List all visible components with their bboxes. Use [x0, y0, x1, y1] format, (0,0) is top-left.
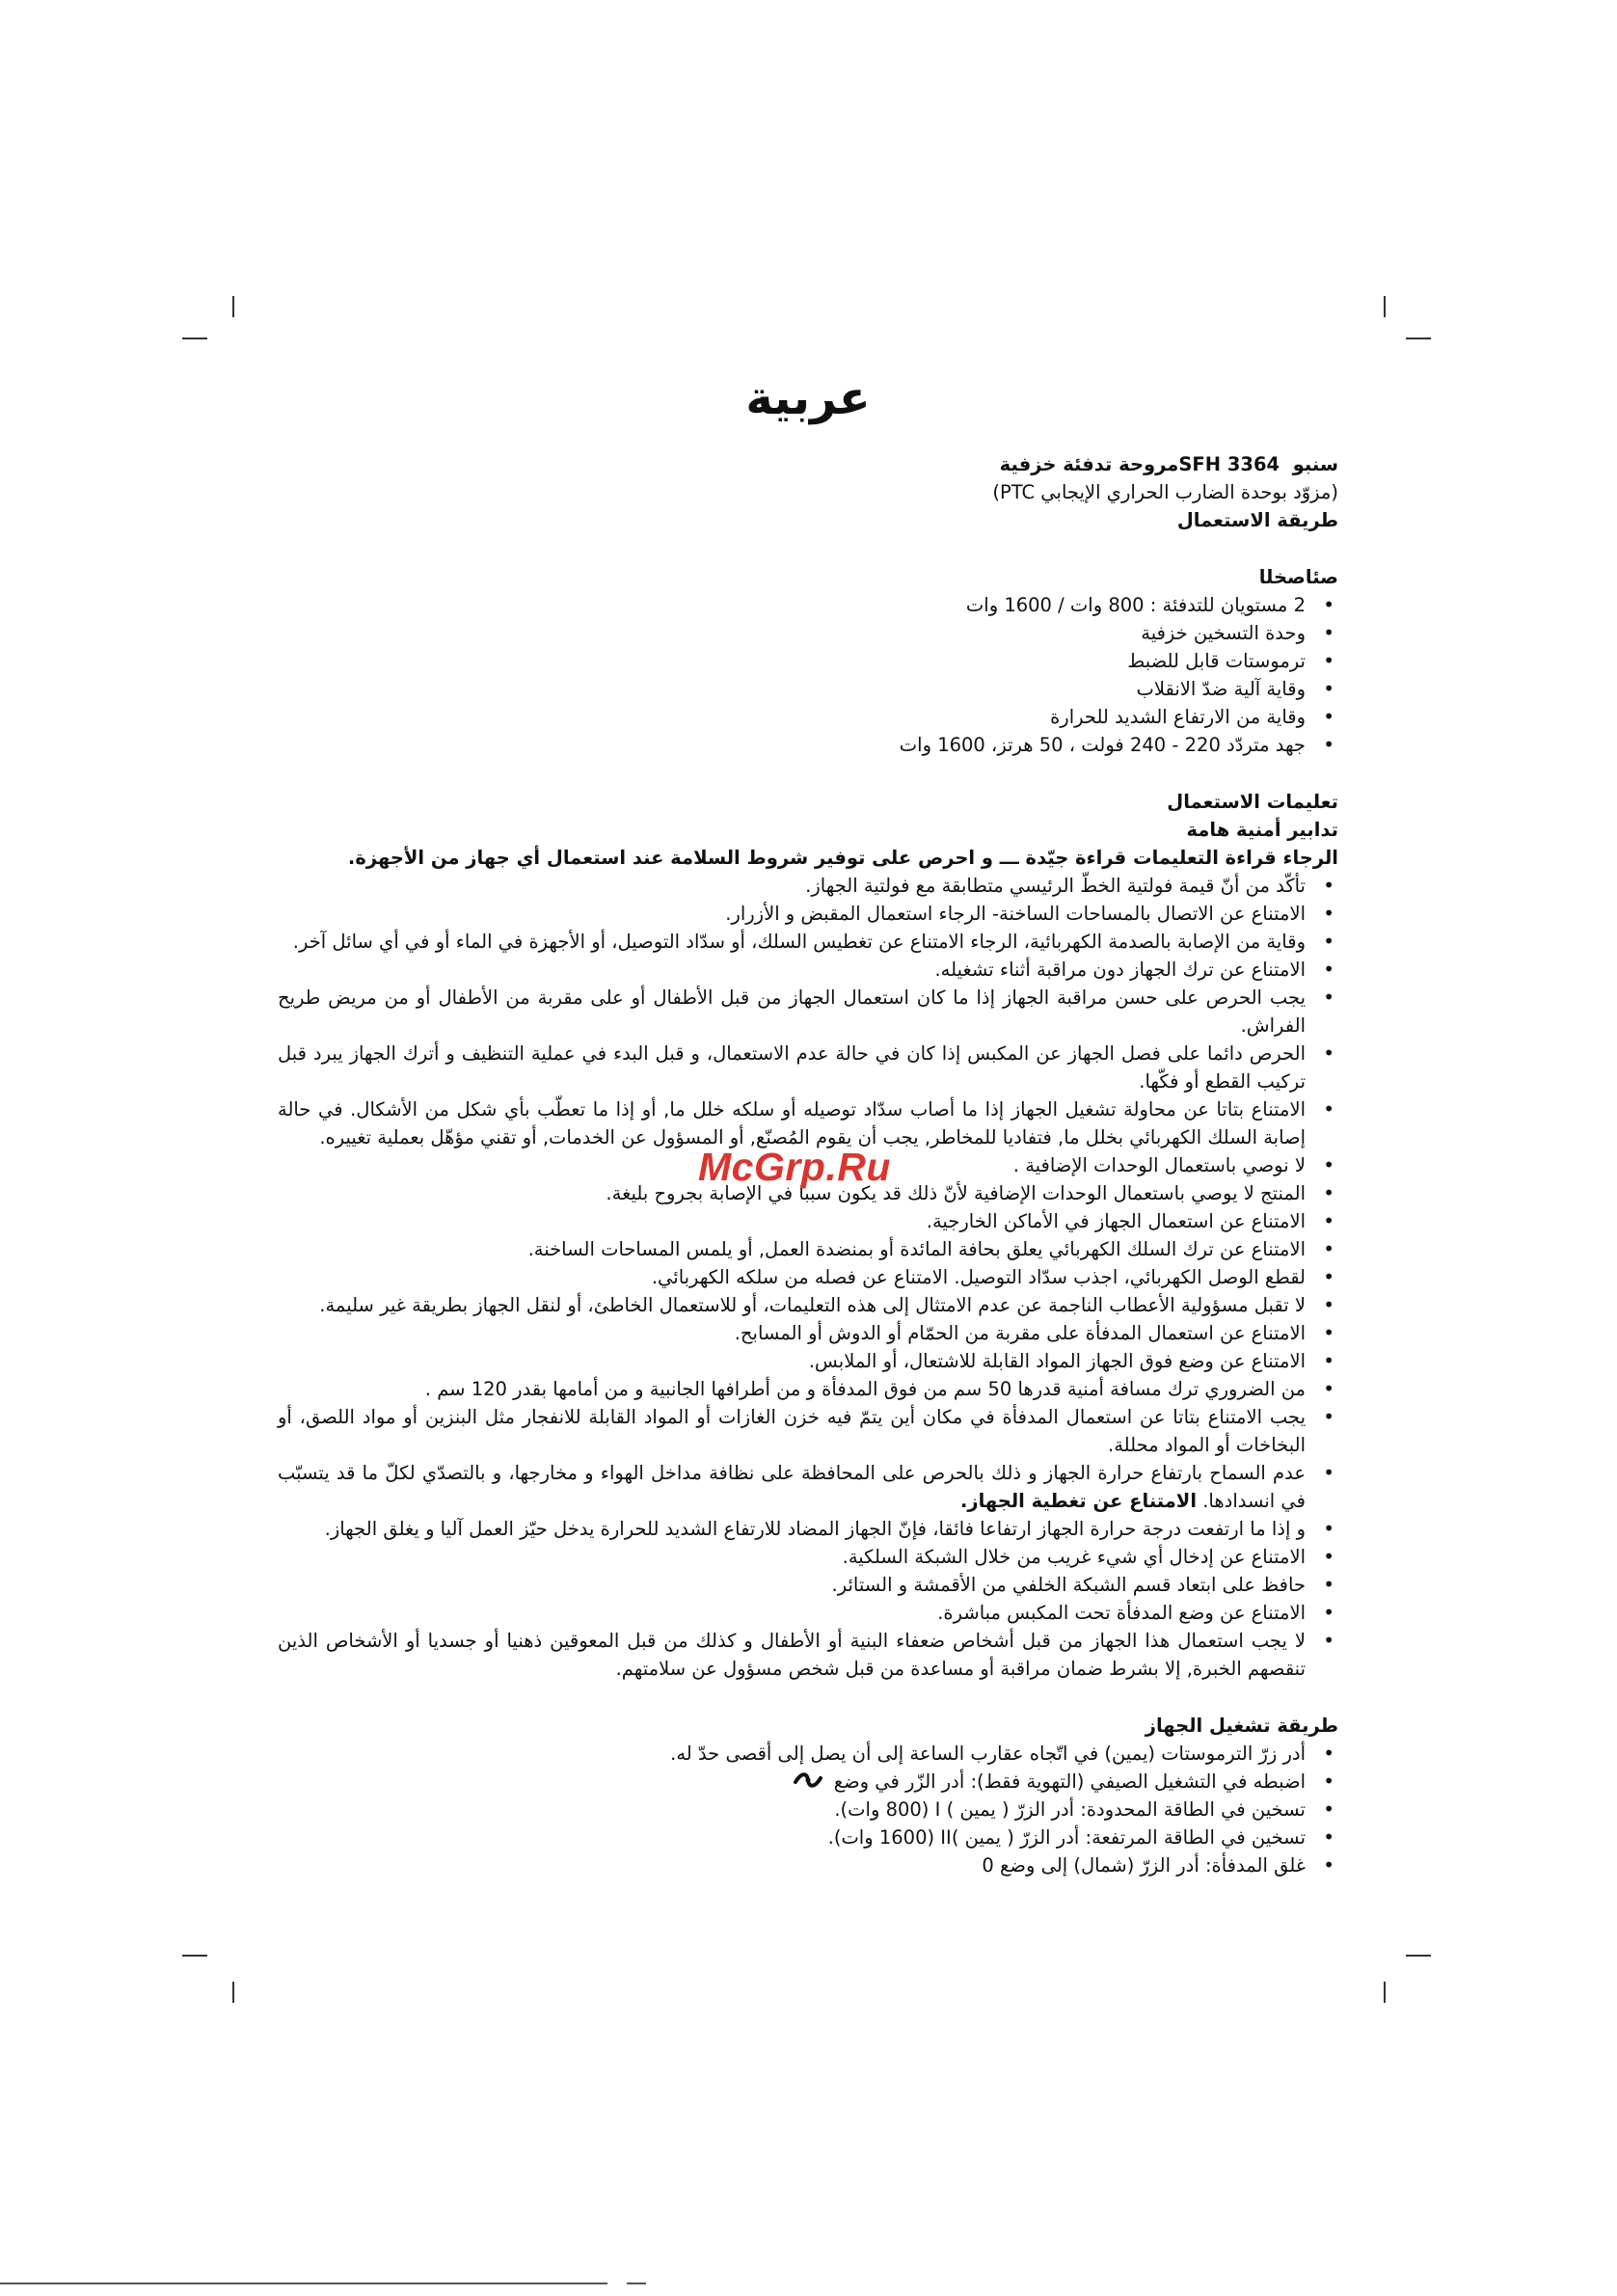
- list-item: • تسخين في الطاقة المحدودة: أدر الزرّ ( يمين ) I (800 وات).: [278, 1796, 1338, 1823]
- brand-name: سنبو: [1292, 453, 1338, 475]
- list-item: • يجب الامتناع بتاتا عن استعمال المدفأة في مكان أين يتمّ فيه خزن الغازات أو المواد القابلة للانفجار مثل البنزين أو مواد اللصق، أو البخاخات أو المواد محللة.: [278, 1403, 1338, 1459]
- safety-list: [278, 872, 1338, 1683]
- safety-heading: تدابير أمنية هامة: [1186, 819, 1338, 841]
- list-item: • لا يجب استعمال هذا الجهاز من قبل أشخاص ضعفاء البنية أو الأطفال و كذلك من قبل المعوقين ذهنيا أو جسديا أو الأشخاص الذين تنقصهم الخبرة, إلا بشرط ضمان مراقبة أو مساعدة من قبل شخص مسؤول عن سلامتهم.: [278, 1627, 1338, 1683]
- list-item: • 2 مستويان للتدفئة : 800 وات / 1600 وات: [278, 591, 1338, 619]
- crop-mark: [1384, 296, 1386, 317]
- crop-mark: [232, 1982, 234, 2003]
- safety-intro: الرجاء قراءة التعليمات قراءة جيّدة ـــ و احرص على توفير شروط السلامة عند استعمال أي جهاز من الأجهزة.: [347, 847, 1338, 869]
- list-item: • تأكّد من أنّ قيمة فولتية الخطّ الرئيسي متطابقة مع فولتية الجهاز.: [278, 872, 1338, 900]
- list-item: • وقاية من الإصابة بالصدمة الكهربائية، الرجاء الامتناع عن تغطيس السلك، أو سدّاد التوصيل، أو الأجهزة في الماء أو في أي سائل آخر.: [278, 928, 1338, 956]
- model-number: SFH 3364: [1178, 453, 1280, 475]
- features-list: [278, 591, 1338, 759]
- footer-divider: [627, 2282, 646, 2284]
- list-item: • يجب الحرص على حسن مراقبة الجهاز إذا ما كان استعمال الجهاز من قبل الأطفال أو على مقربة من الأطفال أو من مريض طريح الفراش.: [278, 984, 1338, 1040]
- list-item: • جهد متردّد 220 - 240 فولت ، 50 هرتز، 1600 وات: [278, 731, 1338, 759]
- list-item: • لقطع الوصل الكهربائي، اجذب سدّاد التوصيل. الامتناع عن فصله من سلكه الكهربائي.: [278, 1263, 1338, 1291]
- list-item: • الامتناع عن وضع المدفأة تحت المكبس مباشرة.: [278, 1599, 1338, 1627]
- list-item: • حافظ على ابتعاد قسم الشبكة الخلفي من الأقمشة و الستائر.: [278, 1571, 1338, 1599]
- list-item: • الامتناع عن استعمال الجهاز في الأماكن الخارجية.: [278, 1207, 1338, 1235]
- list-item: • الامتناع عن إدخال أي شيء غريب من خلال الشبكة السلكية.: [278, 1543, 1338, 1571]
- list-item-text: اضبطه في التشغيل الصيفي (التهوية فقط): أدر الزّر في وضع: [833, 1770, 1306, 1793]
- watermark: McGrp.Ru: [698, 1145, 891, 1189]
- list-item: • الامتناع بتاتا عن محاولة تشغيل الجهاز إذا ما أصاب سدّاد توصيله أو سلكه خلل ما, أو إذا ما تعطّب بأي شكل من الأشكال. في حالة إصابة السلك الكهربائي بخلل ما, فتفاديا للمخاطر, يجب أن يقوم المُصنّع, أو المسؤول عن الخدمات, أو تقني مؤهّل بعملية تغييره.: [278, 1095, 1338, 1151]
- list-item: • ترموستات قابل للضبط: [278, 647, 1338, 675]
- list-item: • وحدة التسخين خزفية: [278, 619, 1338, 647]
- instructions-heading: تعليمات الاستعمال: [1167, 791, 1338, 813]
- usage-heading: طريقة الاستعمال: [1176, 509, 1338, 531]
- list-item: • الامتناع عن استعمال المدفأة على مقربة من الحمّام أو الدوش أو المسابح.: [278, 1319, 1338, 1347]
- product-subtitle: (مزوّد بوحدة الضارب الحراري الإيجابي PTC): [992, 481, 1338, 503]
- list-item: [278, 1768, 1338, 1796]
- cover-warning: الامتناع عن تغطية الجهاز.: [959, 1490, 1198, 1512]
- list-item-text: عدم السماح بارتفاع حرارة الجهاز و ذلك بالحرص على المحافظة على نظافة مداخل الهواء و مخارجها، و بالتصدّي لكلّ ما قد يتسبّب في انسدادها.: [278, 1462, 1306, 1512]
- list-item: • أدر زرّ الترموستات (يمين) في اتّجاه عقارب الساعة إلى أن يصل إلى أقصى حدّ له.: [278, 1740, 1338, 1768]
- fan-symbol-icon: [792, 1769, 824, 1792]
- list-item: • لا نوصي باستعمال الوحدات الإضافية .: [278, 1151, 1338, 1179]
- crop-mark: [1406, 1955, 1431, 1957]
- list-item: • غلق المدفأة: أدر الزرّ (شمال) إلى وضع 0: [278, 1851, 1338, 1879]
- crop-mark: [182, 1955, 207, 1957]
- list-item: • و إذا ما ارتفعت درجة حرارة الجهاز ارتفاعا فائقا، فإنّ الجهاز المضاد للارتفاع الشديد للحرارة يدخل حيّز العمل آليا و يغلق الجهاز.: [278, 1515, 1338, 1543]
- list-item: • لا تقبل مسؤولية الأعطاب الناجمة عن عدم الامتثال إلى هذه التعليمات، أو للاستعمال الخاطئ، أو لنقل الجهاز بطريقة غير سليمة.: [278, 1291, 1338, 1319]
- crop-mark: [1406, 338, 1431, 339]
- list-item: • وقاية من الارتفاع الشديد للحرارة: [278, 703, 1338, 731]
- features-heading: ص‍ئاص‍خ‍ل‍ا: [1258, 566, 1338, 588]
- list-item: • من الضروري ترك مسافة أمنية قدرها 50 سم من فوق المدفأة و من أطرافها الجانبية و من أمامها بقدر 120 سم .: [278, 1375, 1338, 1403]
- product-line: [278, 450, 1338, 478]
- list-item: • وقاية آلية ضدّ الانقلاب: [278, 675, 1338, 703]
- list-item: [278, 1459, 1338, 1515]
- crop-mark: [182, 338, 207, 339]
- crop-mark: [232, 296, 234, 317]
- list-item: • تسخين في الطاقة المرتفعة: أدر الزرّ ( يمين )II (1600 وات).: [278, 1823, 1338, 1851]
- list-item: • الامتناع عن وضع فوق الجهاز المواد القابلة للاشتعال، أو الملابس.: [278, 1347, 1338, 1375]
- footer-divider: [0, 2282, 607, 2284]
- page-title: عربية: [745, 371, 871, 425]
- list-item: • الامتناع عن ترك السلك الكهربائي يعلق بحافة المائدة أو بمنضدة العمل, أو يلمس المساحات الساخنة.: [278, 1235, 1338, 1263]
- product-name: مروحة تدفئة خزفية: [999, 453, 1179, 475]
- list-item: • الامتناع عن ترك الجهاز دون مراقبة أثناء تشغيله.: [278, 956, 1338, 984]
- list-item: • الحرص دائما على فصل الجهاز عن المكبس إذا كان في حالة عدم الاستعمال، و قبل البدء في عملية التنظيف و أترك الجهاز يبرد قبل تركيب القطع أو فكّها.: [278, 1040, 1338, 1095]
- operation-list: [278, 1740, 1338, 1879]
- operation-heading: طريقة تشغيل الجهاز: [1145, 1715, 1338, 1737]
- list-item: • الامتناع عن الاتصال بالمساحات الساخنة- الرجاء استعمال المقبض و الأزرار.: [278, 900, 1338, 928]
- list-item: • المنتج لا يوصي باستعمال الوحدات الإضافية لأنّ ذلك قد يكون سببا في الإصابة بجروح بليغة.: [278, 1179, 1338, 1207]
- crop-mark: [1384, 1982, 1386, 2003]
